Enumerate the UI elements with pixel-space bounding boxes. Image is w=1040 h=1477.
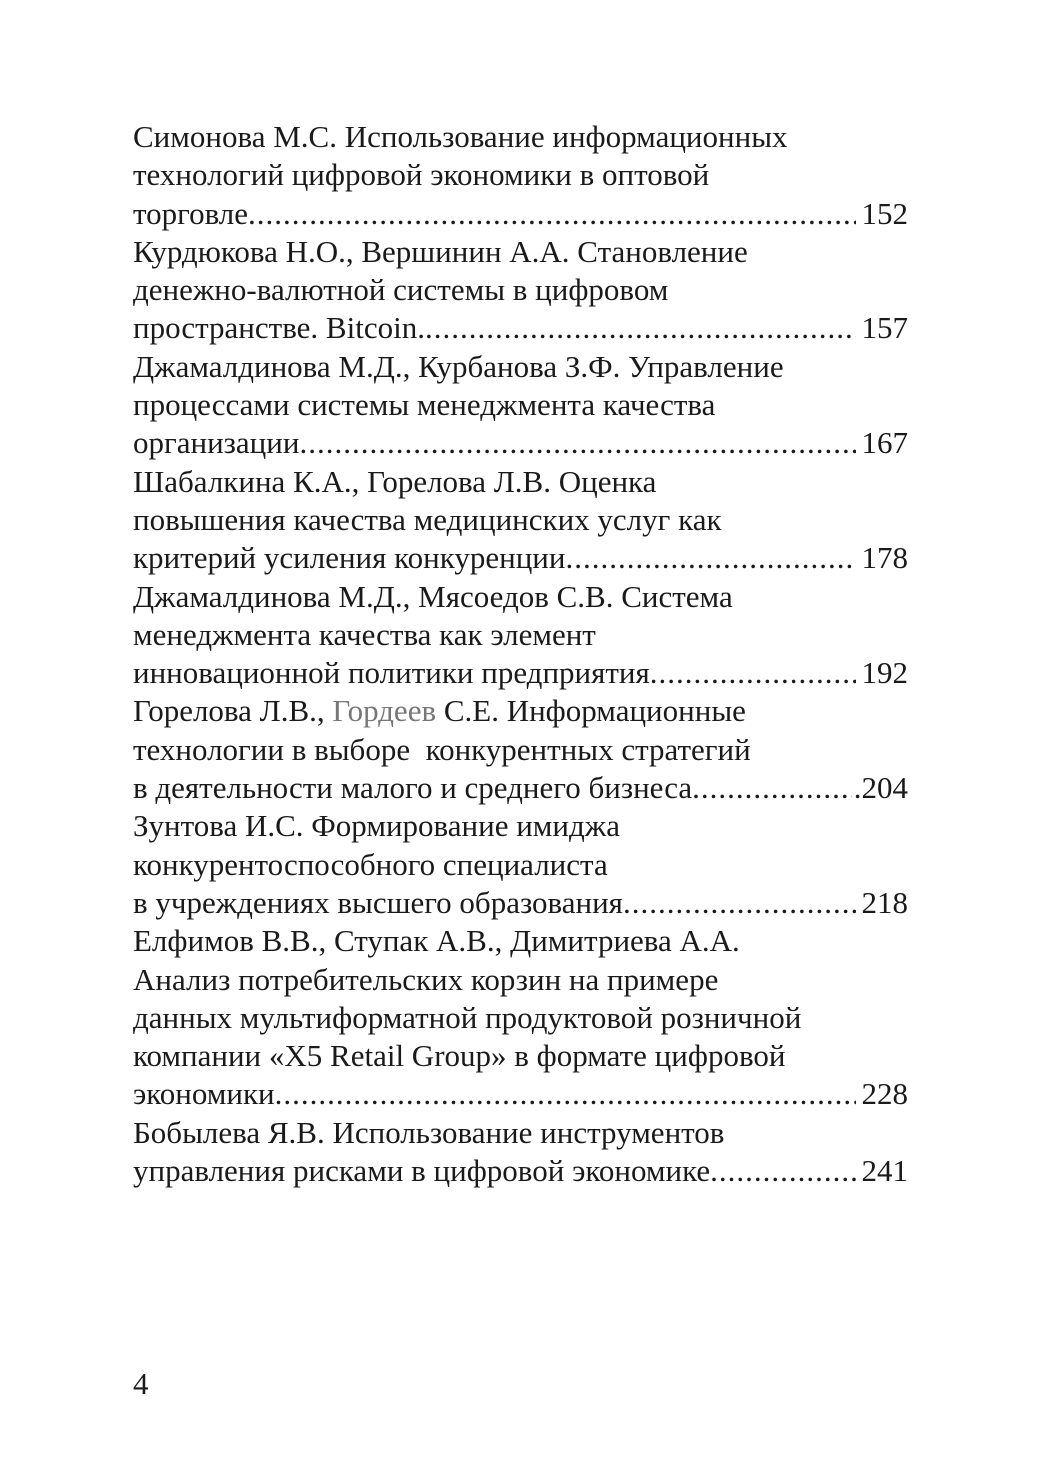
toc-page-number: 152	[861, 195, 908, 231]
toc-page-number: 192	[861, 655, 908, 691]
toc-page-number: 241	[861, 1153, 908, 1189]
toc-entry-title-end: в деятельности малого и среднего бизнеса	[133, 770, 693, 806]
toc-entry-title-line	[133, 692, 908, 730]
toc-page-number: 157	[861, 310, 908, 346]
dot-leader	[692, 769, 852, 807]
toc-entry-title-end: в учреждениях высшего образования	[133, 884, 623, 920]
toc-entry-title-line: Зунтова И.С. Формирование имиджа	[133, 808, 620, 844]
title-start: С.Е. Информационные	[436, 693, 746, 729]
toc-page-number: 167	[861, 425, 908, 461]
toc-entry-title-end: организации	[133, 425, 300, 461]
toc-entry-title-line: Бобылева Я.В. Использование инструментов	[133, 1114, 725, 1150]
toc-entry-title-line: Симонова М.С. Использование информационных	[133, 119, 788, 154]
toc-entry-last-line	[133, 1152, 908, 1190]
toc-entry-title-line: технологий цифровой экономики в оптовой	[133, 157, 710, 193]
dot-leader	[425, 309, 856, 347]
toc-entry-title-line: данных мультиформатной продуктовой розничной	[133, 999, 802, 1035]
dot-leader	[299, 424, 855, 462]
dot-leader	[275, 1075, 856, 1113]
toc-page-number: 178	[861, 540, 908, 576]
toc-entry-title-end: инновационной политики предприятия	[133, 655, 650, 691]
toc-entry-last-line	[133, 884, 908, 922]
toc-entry-title-line: Елфимов В.В., Ступак А.В., Димитриева А.А.	[133, 923, 740, 959]
toc-entry-title-line: Шабалкина К.А., Горелова Л.В. Оценка	[133, 463, 657, 499]
toc-entry-title-line: процессами системы менеджмента качества	[133, 387, 716, 423]
toc-entry[interactable]	[133, 348, 908, 463]
dot-leader	[565, 539, 855, 577]
toc-entry[interactable]	[133, 692, 908, 807]
toc-entry[interactable]	[133, 118, 908, 233]
toc-entry-title-line: денежно-валютной системы в цифровом	[133, 272, 669, 308]
dot-leader	[710, 1152, 855, 1190]
author-name-gray: Гордеев	[332, 693, 437, 729]
toc-entry[interactable]	[133, 1114, 908, 1191]
toc-entry-title-line: конкурентоспособного специалиста	[133, 846, 608, 882]
toc-entry-last-line	[133, 424, 908, 462]
dot-leader	[248, 195, 855, 233]
toc-entry-title-line: компании «X5 Retail Group» в формате цифровой	[133, 1038, 786, 1074]
toc-entry-title-line: Курдюкова Н.О., Вершинин А.А. Становление	[133, 233, 748, 269]
toc-entry[interactable]	[133, 578, 908, 693]
toc-entry-last-line	[133, 309, 908, 347]
toc-entry[interactable]	[133, 807, 908, 922]
toc-entry-title-line: Джамалдинова М.Д., Мясоедов С.В. Система	[133, 578, 733, 614]
toc-entry[interactable]	[133, 922, 908, 1113]
toc-entry-title-line: Джамалдинова М.Д., Курбанова З.Ф. Управление	[133, 348, 784, 384]
toc-entry-last-line	[133, 1075, 908, 1113]
table-of-contents	[133, 118, 908, 1190]
toc-entry-title-line: повышения качества медицинских услуг как	[133, 501, 722, 537]
toc-entry-title-end: управления рисками в цифровой экономике	[133, 1153, 711, 1189]
toc-page-number: 228	[861, 1076, 908, 1112]
dot-leader	[650, 654, 856, 692]
toc-entry-last-line	[133, 654, 908, 692]
toc-entry-last-line	[133, 539, 908, 577]
toc-entry-title-line: технологии в выборе конкурентных стратегий	[133, 731, 751, 767]
author-names: Горелова Л.В.,	[133, 693, 333, 729]
toc-entry-title-end: пространстве. Bitcoin.	[133, 310, 425, 346]
toc-entry-last-line	[133, 195, 908, 233]
toc-page-number: 218	[861, 884, 908, 920]
toc-entry[interactable]	[133, 233, 908, 348]
toc-entry[interactable]	[133, 463, 908, 578]
toc-entry-title-end: торговле	[133, 195, 249, 231]
toc-entry-last-line	[133, 769, 908, 807]
toc-entry-title-line: менеджмента качества как элемент	[133, 616, 596, 652]
toc-entry-title-end: критерий усиления конкуренции	[133, 540, 566, 576]
page-number: 4	[133, 1366, 149, 1401]
toc-entry-title-line: Анализ потребительских корзин на примере	[133, 961, 719, 997]
dot-leader	[623, 884, 856, 922]
toc-entry-title-end: экономики	[133, 1076, 275, 1112]
toc-page-number: .204	[853, 770, 908, 806]
